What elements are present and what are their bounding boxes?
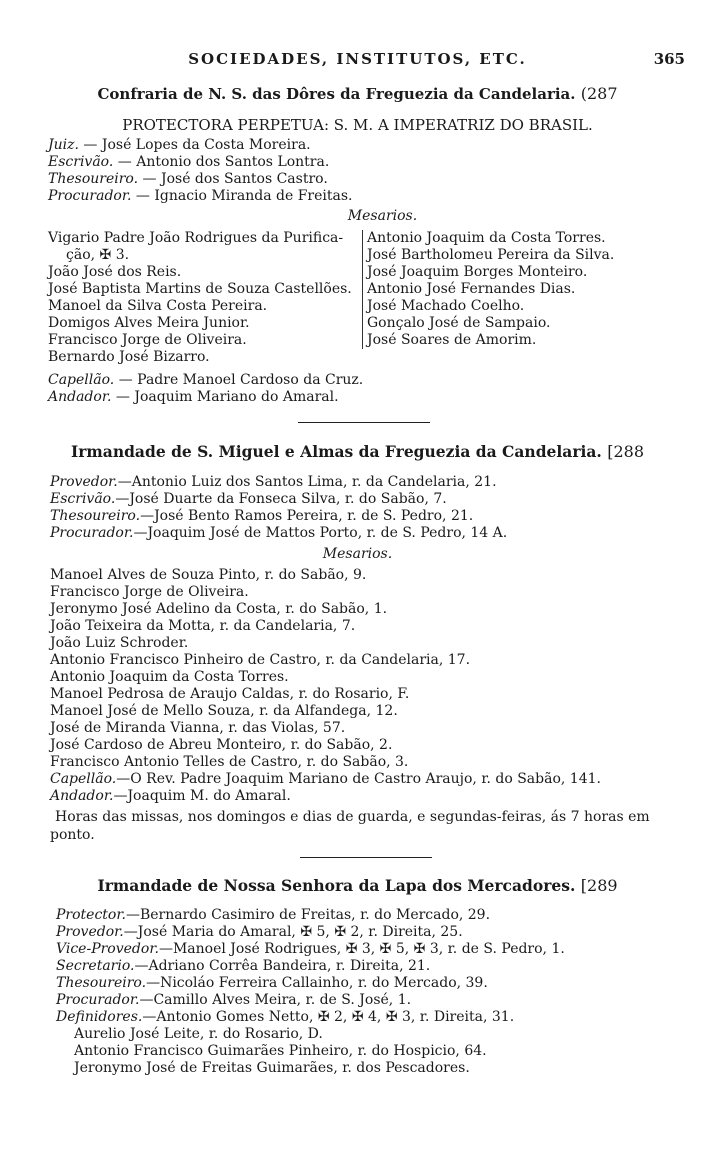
officer-name: —José Bento Ramos Pereira, r. de S. Pedro, 21.: [140, 508, 474, 524]
mesario-right: José Machado Coelho.: [367, 298, 525, 314]
mesario-left: José Baptista Martins de Souza Castellões.: [48, 281, 352, 297]
mesario-right: Antonio José Fernandes Dias.: [367, 281, 576, 297]
officer-role: Secretario.: [56, 958, 135, 974]
section-title-text: Confraria de N. S. das Dôres da Freguezia da Candelaria.: [97, 85, 576, 103]
mesario-right: Gonçalo José de Sampaio.: [367, 315, 551, 331]
section-divider: [300, 857, 432, 858]
section-289-title: [0, 876, 715, 895]
officer-name: — José Lopes da Costa Moreira.: [83, 137, 311, 153]
mesario-left: ção, ✠ 3.: [66, 247, 130, 263]
mesario-right: José Joaquim Borges Monteiro.: [367, 264, 588, 280]
mesario-line: Antonio Joaquim da Costa Torres.: [50, 669, 289, 685]
officer-line: [56, 958, 430, 975]
officer-name: — Antonio dos Santos Lontra.: [117, 154, 330, 170]
officer-name: —José Duarte da Fonseca Silva, r. do Sabão, 7.: [115, 491, 447, 507]
officer-line: [56, 975, 488, 992]
officer-line: [48, 389, 339, 406]
officer-role: Thesoureiro.: [50, 508, 141, 524]
mesario-line: José Cardoso de Abreu Monteiro, r. do Sabão, 2.: [50, 737, 393, 753]
running-head-title: SOCIEDADES, INSTITUTOS, ETC.: [188, 50, 527, 68]
officer-line: [56, 992, 411, 1009]
officer-name: —Antonio Luiz dos Santos Lima, r. da Candelaria, 21.: [117, 474, 497, 490]
mesarios-heading: [0, 546, 715, 562]
mesario-line: José de Miranda Vianna, r. das Violas, 57.: [50, 720, 346, 736]
officer-name: —Joaquim José de Mattos Porto, r. de S. Pedro, 14 A.: [133, 525, 508, 541]
mesario-line: Manoel Alves de Souza Pinto, r. do Sabão, 9.: [50, 567, 367, 583]
officer-role: Andador.: [50, 788, 114, 804]
officer-line: [56, 1009, 514, 1026]
officer-line: [48, 171, 328, 188]
officer-role: Definidores.: [56, 1009, 143, 1025]
mesario-left: Domigos Alves Meira Junior.: [48, 315, 250, 331]
officer-line: [56, 924, 463, 941]
mesario-line: Francisco Antonio Telles de Castro, r. do Sabão, 3.: [50, 754, 409, 770]
officer-name: —Nicoláo Ferreira Callainho, r. do Mercado, 39.: [146, 975, 488, 991]
mesarios-heading-text: Mesarios.: [347, 208, 418, 224]
officer-line: [56, 907, 490, 924]
officer-name: —Camillo Alves Meira, r. de S. José, 1.: [139, 992, 412, 1008]
section-288-title: [0, 442, 715, 461]
mesario-left: Francisco Jorge de Oliveira.: [48, 332, 247, 348]
mass-hours-note: Horas das missas, nos domingos e dias de guarda, e segundas-feiras, ás 7 horas em ponto.: [50, 809, 650, 843]
officer-line: [50, 788, 291, 805]
officer-line: [48, 372, 363, 389]
mesario-left: Bernardo José Bizarro.: [48, 349, 210, 365]
officer-name: — José dos Santos Castro.: [142, 171, 328, 187]
officer-role: Thesoureiro.: [48, 171, 139, 187]
running-head: [0, 50, 715, 68]
officer-name: —Antonio Gomes Netto, ✠ 2, ✠ 4, ✠ 3, r. Direita, 31.: [142, 1009, 515, 1025]
section-title-text: Irmandade de S. Miguel e Almas da Freguezia da Candelaria.: [70, 442, 602, 461]
mesario-line: Jeronymo José Adelino da Costa, r. do Sabão, 1.: [50, 601, 388, 617]
mesario-line: Antonio Francisco Pinheiro de Castro, r. da Candelaria, 17.: [50, 652, 471, 668]
officer-name: — Joaquim Mariano do Amaral.: [115, 389, 339, 405]
officer-line: [50, 508, 473, 525]
mesario-left: João José dos Reis.: [48, 264, 182, 280]
mesario-right: José Bartholomeu Pereira da Silva.: [367, 247, 615, 263]
section-287-title: [0, 84, 715, 103]
mesario-left: Vigario Padre João Rodrigues da Purifica-: [48, 230, 344, 246]
mesario-line: João Teixeira da Motta, r. da Candelaria, 7.: [50, 618, 356, 634]
section-title-text: Irmandade de Nossa Senhora da Lapa dos Mercadores.: [97, 876, 576, 895]
officer-role: Procurador.: [56, 992, 140, 1008]
section-divider: [298, 422, 430, 423]
officer-role: Procurador.: [48, 188, 132, 204]
officer-line: [48, 188, 353, 205]
officer-name: — Ignacio Miranda de Freitas.: [135, 188, 353, 204]
officer-line: [48, 154, 329, 171]
officer-role: Capellão.: [50, 771, 117, 787]
officer-role: Vice-Provedor.: [56, 941, 159, 957]
mesario-line: Francisco Jorge de Oliveira.: [50, 584, 249, 600]
officer-role: Protector.: [56, 907, 126, 923]
officer-name: —José Maria do Amaral, ✠ 5, ✠ 2, r. Direita, 25.: [123, 924, 463, 940]
mesario-line: Manoel José de Mello Souza, r. da Alfandega, 12.: [50, 703, 398, 719]
section-number: (287: [580, 84, 618, 103]
officer-name: —Bernardo Casimiro de Freitas, r. do Mercado, 29.: [125, 907, 491, 923]
protectora-line: PROTECTORA PERPETUA: S. M. A IMPERATRIZ DO BRASIL.: [122, 116, 593, 134]
officer-role: Escrivão.: [48, 154, 114, 170]
officer-name: —Manoel José Rodrigues, ✠ 3, ✠ 5, ✠ 3, r. de S. Pedro, 1.: [158, 941, 565, 957]
officer-name: — Padre Manoel Cardoso da Cruz.: [118, 372, 364, 388]
officer-line: [50, 771, 601, 788]
section-number: [288: [607, 442, 645, 461]
page-number: 365: [653, 50, 685, 68]
mesario-right: Antonio Joaquim da Costa Torres.: [367, 230, 606, 246]
officer-role: Procurador.: [50, 525, 134, 541]
officer-line: [48, 137, 311, 154]
mesarios-heading: [0, 208, 715, 224]
mesario-right: José Soares de Amorim.: [367, 332, 537, 348]
officer-line: [50, 525, 507, 542]
mesario-line: João Luiz Schroder.: [50, 635, 189, 651]
officer-line: [56, 941, 565, 958]
officer-name: —Joaquim M. do Amaral.: [113, 788, 291, 804]
officer-role: Juiz.: [48, 137, 79, 153]
officer-role: Thesoureiro.: [56, 975, 147, 991]
officer-name: —Adriano Corrêa Bandeira, r. Direita, 21.: [134, 958, 431, 974]
officer-name: —O Rev. Padre Joaquim Mariano de Castro Araujo, r. do Sabão, 141.: [116, 771, 601, 787]
officer-line: [50, 491, 447, 508]
officer-role: Provedor.: [56, 924, 124, 940]
definidor-line: Aurelio José Leite, r. do Rosario, D.: [74, 1026, 323, 1042]
officer-role: Capellão.: [48, 372, 115, 388]
section-number: [289: [580, 876, 618, 895]
mesario-line: Manoel Pedrosa de Araujo Caldas, r. do Rosario, F.: [50, 686, 410, 702]
officer-role: Andador.: [48, 389, 112, 405]
definidor-line: Antonio Francisco Guimarães Pinheiro, r. do Hospicio, 64.: [74, 1043, 487, 1059]
officer-role: Escrivão.: [50, 491, 116, 507]
mesarios-heading-text: Mesarios.: [322, 546, 393, 562]
officer-line: [50, 474, 497, 491]
mesario-left: Manoel da Silva Costa Pereira.: [48, 298, 268, 314]
officer-role: Provedor.: [50, 474, 118, 490]
definidor-line: Jeronymo José de Freitas Guimarães, r. dos Pescadores.: [74, 1060, 470, 1076]
column-divider: [362, 230, 363, 349]
